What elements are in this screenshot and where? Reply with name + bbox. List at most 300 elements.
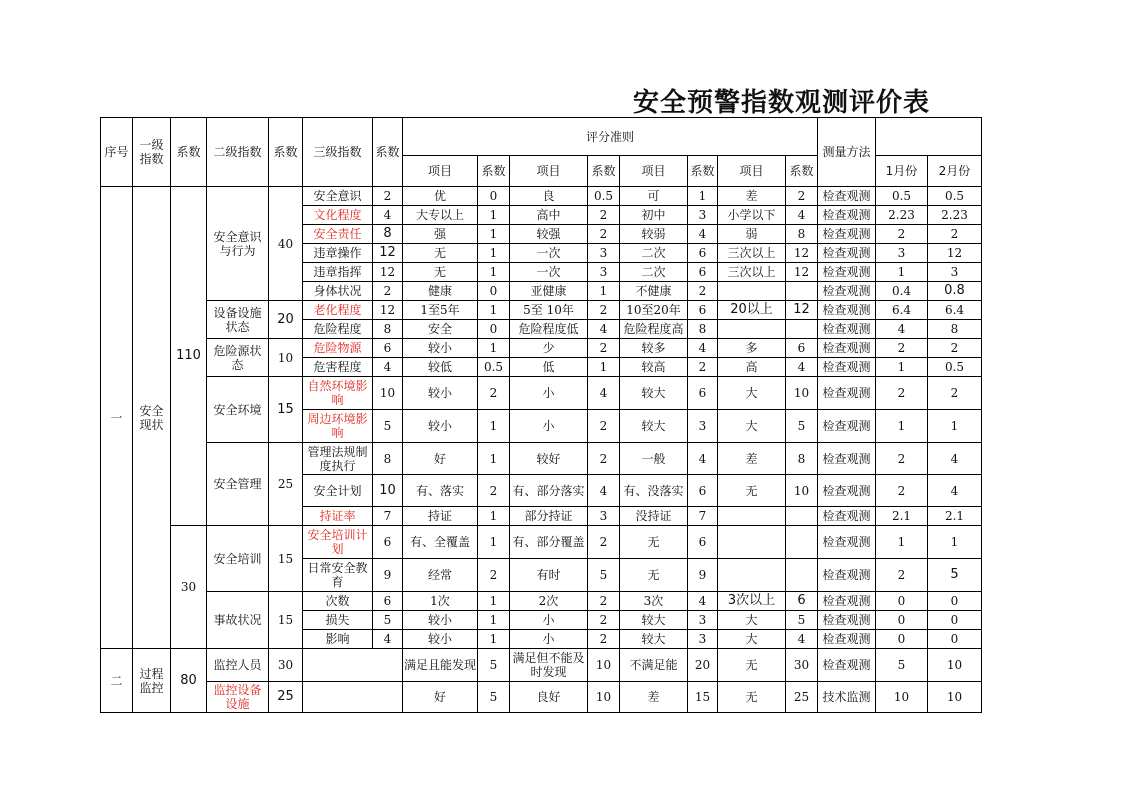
criteria-item: 较多 <box>620 339 688 358</box>
level2-coef: 40 <box>269 187 303 301</box>
level2-name: 安全意识与行为 <box>207 187 269 301</box>
criteria-coef: 10 <box>588 682 620 713</box>
criteria-item: 无 <box>620 526 688 559</box>
criteria-coef: 3 <box>688 206 718 225</box>
table-row <box>101 443 982 475</box>
month1-value: 3 <box>876 244 928 263</box>
criteria-item: 无 <box>718 475 786 507</box>
month1-value: 2.1 <box>876 507 928 526</box>
header-item: 项目 <box>620 156 688 187</box>
month1-value: 0 <box>876 592 928 611</box>
header-month1: 1月份 <box>876 156 928 187</box>
level3-coef: 10 <box>373 377 403 410</box>
criteria-item: 有、落实 <box>403 475 478 507</box>
month1-value: 4 <box>876 320 928 339</box>
evaluation-table <box>100 117 982 713</box>
month1-value: 0 <box>876 630 928 649</box>
criteria-coef: 2 <box>478 377 510 410</box>
criteria-item: 较小 <box>403 377 478 410</box>
criteria-coef: 30 <box>786 649 818 682</box>
level2-name: 事故状况 <box>207 592 269 649</box>
criteria-item: 较强 <box>510 225 588 244</box>
criteria-coef: 8 <box>688 320 718 339</box>
criteria-item: 较小 <box>403 410 478 443</box>
level3-name: 安全计划 <box>303 475 373 507</box>
level3-coef: 6 <box>373 339 403 358</box>
header-coef: 系数 <box>478 156 510 187</box>
level2-coef: 10 <box>269 339 303 377</box>
header-item: 项目 <box>403 156 478 187</box>
criteria-coef: 9 <box>688 559 718 592</box>
criteria-item: 较大 <box>620 611 688 630</box>
month2-value: 12 <box>928 244 982 263</box>
header-method: 测量方法 <box>818 118 876 187</box>
level3-coef: 12 <box>373 301 403 320</box>
month1-value: 2 <box>876 339 928 358</box>
month1-value: 1 <box>876 410 928 443</box>
header-coef3: 系数 <box>373 118 403 187</box>
measure-method: 检查观测 <box>818 410 876 443</box>
criteria-coef: 6 <box>688 244 718 263</box>
criteria-coef <box>786 526 818 559</box>
measure-method: 检查观测 <box>818 225 876 244</box>
criteria-item: 安全 <box>403 320 478 339</box>
criteria-item: 无 <box>403 263 478 282</box>
criteria-item: 20以上 <box>718 301 786 320</box>
level3-coef: 2 <box>373 282 403 301</box>
month2-value: 1 <box>928 526 982 559</box>
level3-coef: 5 <box>373 410 403 443</box>
month2-value: 10 <box>928 649 982 682</box>
criteria-coef: 4 <box>588 475 620 507</box>
level3-name: 危险物源 <box>303 339 373 358</box>
criteria-item: 无 <box>403 244 478 263</box>
group-seq: 二 <box>101 649 133 713</box>
criteria-coef: 1 <box>478 507 510 526</box>
criteria-item <box>718 320 786 339</box>
level3-name: 管理法规制度执行 <box>303 443 373 475</box>
criteria-coef: 1 <box>478 630 510 649</box>
level2-coef: 15 <box>269 526 303 592</box>
header-seq: 序号 <box>101 118 133 187</box>
measure-method: 检查观测 <box>818 630 876 649</box>
criteria-coef: 1 <box>478 244 510 263</box>
level2-coef: 15 <box>269 592 303 649</box>
level3-coef: 4 <box>373 630 403 649</box>
group-level1: 安全现状 <box>133 187 171 649</box>
criteria-item: 无 <box>718 682 786 713</box>
criteria-coef: 2 <box>588 592 620 611</box>
criteria-item: 不健康 <box>620 282 688 301</box>
criteria-item: 3次以上 <box>718 592 786 611</box>
table-row <box>101 301 982 320</box>
criteria-item: 较大 <box>620 630 688 649</box>
criteria-coef: 1 <box>478 592 510 611</box>
criteria-coef: 1 <box>478 526 510 559</box>
level3-name: 周边环境影响 <box>303 410 373 443</box>
month1-value: 2 <box>876 475 928 507</box>
level3-name: 安全责任 <box>303 225 373 244</box>
criteria-item <box>718 282 786 301</box>
criteria-item: 无 <box>620 559 688 592</box>
criteria-item: 较大 <box>620 410 688 443</box>
criteria-coef: 1 <box>588 358 620 377</box>
criteria-coef: 0.5 <box>478 358 510 377</box>
month1-value: 2 <box>876 225 928 244</box>
measure-method: 检查观测 <box>818 649 876 682</box>
measure-method: 检查观测 <box>818 507 876 526</box>
criteria-coef: 2 <box>786 187 818 206</box>
criteria-item: 有、部分覆盖 <box>510 526 588 559</box>
measure-method: 检查观测 <box>818 339 876 358</box>
level3-name: 次数 <box>303 592 373 611</box>
level3-coef: 8 <box>373 443 403 475</box>
measure-method: 检查观测 <box>818 475 876 507</box>
level2-coef: 25 <box>269 443 303 526</box>
header-coef1: 系数 <box>171 118 207 187</box>
level3-coef: 6 <box>373 526 403 559</box>
table-row <box>101 649 982 682</box>
level2-name: 安全管理 <box>207 443 269 526</box>
level3-name: 安全意识 <box>303 187 373 206</box>
measure-method: 检查观测 <box>818 244 876 263</box>
criteria-item: 有、部分落实 <box>510 475 588 507</box>
criteria-item: 强 <box>403 225 478 244</box>
measure-method: 检查观测 <box>818 263 876 282</box>
criteria-coef: 1 <box>478 301 510 320</box>
criteria-item: 可 <box>620 187 688 206</box>
level3-coef: 6 <box>373 592 403 611</box>
criteria-item: 满足但不能及时发现 <box>510 649 588 682</box>
criteria-coef: 4 <box>688 225 718 244</box>
level3-name: 损失 <box>303 611 373 630</box>
month1-value: 6.4 <box>876 301 928 320</box>
header-level3: 三级指数 <box>303 118 373 187</box>
criteria-item: 部分持证 <box>510 507 588 526</box>
month2-value: 3 <box>928 263 982 282</box>
criteria-item: 较好 <box>510 443 588 475</box>
level3-coef: 4 <box>373 206 403 225</box>
criteria-item: 高 <box>718 358 786 377</box>
criteria-item: 大 <box>718 611 786 630</box>
criteria-coef: 20 <box>688 649 718 682</box>
measure-method: 检查观测 <box>818 187 876 206</box>
criteria-coef: 3 <box>588 244 620 263</box>
month2-value: 5 <box>928 559 982 592</box>
criteria-coef: 0.5 <box>588 187 620 206</box>
level2-name: 监控人员 <box>207 649 269 682</box>
criteria-item: 差 <box>718 187 786 206</box>
month1-value: 2 <box>876 443 928 475</box>
criteria-item: 小 <box>510 630 588 649</box>
criteria-coef: 2 <box>588 526 620 559</box>
criteria-coef: 2 <box>588 611 620 630</box>
month1-value: 0.4 <box>876 282 928 301</box>
table-row <box>101 682 982 713</box>
criteria-coef: 8 <box>786 225 818 244</box>
month1-value: 1 <box>876 263 928 282</box>
criteria-coef: 3 <box>688 410 718 443</box>
month1-value: 0 <box>876 611 928 630</box>
header-coef2: 系数 <box>269 118 303 187</box>
criteria-item: 好 <box>403 682 478 713</box>
month2-value: 0 <box>928 611 982 630</box>
criteria-coef: 6 <box>786 339 818 358</box>
level3-coef: 9 <box>373 559 403 592</box>
criteria-coef: 0 <box>478 187 510 206</box>
month2-value: 4 <box>928 475 982 507</box>
criteria-coef: 6 <box>688 377 718 410</box>
criteria-coef <box>786 507 818 526</box>
month2-value: 2.1 <box>928 507 982 526</box>
criteria-coef: 4 <box>786 358 818 377</box>
measure-method: 检查观测 <box>818 206 876 225</box>
group-coef1: 80 <box>171 649 207 713</box>
criteria-item: 小学以下 <box>718 206 786 225</box>
group-coef1: 110 <box>171 187 207 526</box>
criteria-item: 没持证 <box>620 507 688 526</box>
level3-coef: 5 <box>373 611 403 630</box>
criteria-coef: 0 <box>478 282 510 301</box>
level2-name: 设备设施状态 <box>207 301 269 339</box>
table-row <box>101 592 982 611</box>
measure-method: 检查观测 <box>818 320 876 339</box>
header-coef: 系数 <box>588 156 620 187</box>
month1-value: 1 <box>876 526 928 559</box>
criteria-item: 亚健康 <box>510 282 588 301</box>
level3-coef: 8 <box>373 320 403 339</box>
month2-value: 0 <box>928 592 982 611</box>
criteria-coef: 5 <box>588 559 620 592</box>
measure-method: 检查观测 <box>818 592 876 611</box>
criteria-item: 较高 <box>620 358 688 377</box>
criteria-coef: 12 <box>786 244 818 263</box>
criteria-item: 低 <box>510 358 588 377</box>
header-coef: 系数 <box>688 156 718 187</box>
criteria-item: 良 <box>510 187 588 206</box>
criteria-coef: 6 <box>688 263 718 282</box>
criteria-item: 危险程度高 <box>620 320 688 339</box>
level2-coef: 20 <box>269 301 303 339</box>
level3-coef: 7 <box>373 507 403 526</box>
month1-value: 2 <box>876 559 928 592</box>
criteria-coef <box>786 282 818 301</box>
criteria-coef: 1 <box>478 611 510 630</box>
level3-coef: 4 <box>373 358 403 377</box>
criteria-coef: 10 <box>588 649 620 682</box>
criteria-item: 有时 <box>510 559 588 592</box>
measure-method: 检查观测 <box>818 559 876 592</box>
criteria-item: 10至20年 <box>620 301 688 320</box>
criteria-item: 较小 <box>403 611 478 630</box>
month2-value: 2.23 <box>928 206 982 225</box>
criteria-coef: 5 <box>478 649 510 682</box>
level3-name: 危害程度 <box>303 358 373 377</box>
level2-name: 危险源状态 <box>207 339 269 377</box>
criteria-item: 1至5年 <box>403 301 478 320</box>
level3-blank <box>303 649 403 682</box>
header-month-blank <box>876 118 982 156</box>
measure-method: 检查观测 <box>818 611 876 630</box>
header-coef: 系数 <box>786 156 818 187</box>
criteria-coef: 1 <box>478 339 510 358</box>
criteria-coef: 6 <box>688 526 718 559</box>
level3-coef: 10 <box>373 475 403 507</box>
table-row <box>101 377 982 410</box>
criteria-item: 有、没落实 <box>620 475 688 507</box>
criteria-coef: 12 <box>786 301 818 320</box>
measure-method: 技术监测 <box>818 682 876 713</box>
criteria-item: 少 <box>510 339 588 358</box>
header-level1: 一级指数 <box>133 118 171 187</box>
criteria-coef: 2 <box>588 630 620 649</box>
criteria-coef: 2 <box>588 301 620 320</box>
criteria-coef: 0 <box>478 320 510 339</box>
criteria-coef: 4 <box>786 206 818 225</box>
measure-method: 检查观测 <box>818 282 876 301</box>
criteria-coef: 15 <box>688 682 718 713</box>
criteria-item: 小 <box>510 410 588 443</box>
criteria-coef: 10 <box>786 475 818 507</box>
criteria-coef: 25 <box>786 682 818 713</box>
month1-value: 0.5 <box>876 187 928 206</box>
criteria-coef: 1 <box>588 282 620 301</box>
criteria-item <box>718 526 786 559</box>
level2-name: 安全环境 <box>207 377 269 443</box>
criteria-item: 一次 <box>510 263 588 282</box>
level3-name: 安全培训计划 <box>303 526 373 559</box>
month2-value: 6.4 <box>928 301 982 320</box>
header-level2: 二级指数 <box>207 118 269 187</box>
measure-method: 检查观测 <box>818 526 876 559</box>
criteria-item: 1次 <box>403 592 478 611</box>
criteria-item: 健康 <box>403 282 478 301</box>
criteria-item: 经常 <box>403 559 478 592</box>
month2-value: 0.5 <box>928 358 982 377</box>
criteria-item: 2次 <box>510 592 588 611</box>
criteria-coef: 3 <box>688 630 718 649</box>
criteria-coef: 4 <box>688 592 718 611</box>
header-month2: 2月份 <box>928 156 982 187</box>
level3-coef: 2 <box>373 187 403 206</box>
criteria-coef: 4 <box>588 377 620 410</box>
criteria-item: 3次 <box>620 592 688 611</box>
level3-name: 违章操作 <box>303 244 373 263</box>
criteria-coef: 7 <box>688 507 718 526</box>
criteria-item: 三次以上 <box>718 263 786 282</box>
criteria-item: 大 <box>718 630 786 649</box>
month2-value: 10 <box>928 682 982 713</box>
criteria-coef: 2 <box>688 358 718 377</box>
month2-value: 2 <box>928 377 982 410</box>
criteria-coef: 6 <box>688 475 718 507</box>
criteria-item: 满足且能发现 <box>403 649 478 682</box>
criteria-item: 持证 <box>403 507 478 526</box>
level3-name: 身体状况 <box>303 282 373 301</box>
month1-value: 5 <box>876 649 928 682</box>
criteria-item: 差 <box>620 682 688 713</box>
level3-coef: 12 <box>373 263 403 282</box>
level3-blank <box>303 682 403 713</box>
measure-method: 检查观测 <box>818 443 876 475</box>
criteria-item: 二次 <box>620 244 688 263</box>
criteria-coef: 1 <box>478 206 510 225</box>
criteria-coef: 1 <box>688 187 718 206</box>
criteria-item: 一次 <box>510 244 588 263</box>
header-criteria: 评分准则 <box>403 118 818 156</box>
group-coef1: 30 <box>171 526 207 649</box>
level2-name: 监控设备设施 <box>207 682 269 713</box>
criteria-item <box>718 559 786 592</box>
criteria-coef <box>786 320 818 339</box>
criteria-coef: 3 <box>688 611 718 630</box>
criteria-item: 良好 <box>510 682 588 713</box>
criteria-coef: 2 <box>478 475 510 507</box>
criteria-coef: 4 <box>588 320 620 339</box>
criteria-item: 较小 <box>403 339 478 358</box>
month2-value: 8 <box>928 320 982 339</box>
group-level1: 过程监控 <box>133 649 171 713</box>
month1-value: 1 <box>876 358 928 377</box>
criteria-item: 大 <box>718 377 786 410</box>
criteria-item: 初中 <box>620 206 688 225</box>
criteria-item: 三次以上 <box>718 244 786 263</box>
group-seq: 一 <box>101 187 133 649</box>
criteria-coef: 6 <box>688 301 718 320</box>
level2-coef: 30 <box>269 649 303 682</box>
criteria-coef: 4 <box>688 443 718 475</box>
criteria-coef: 5 <box>478 682 510 713</box>
criteria-coef: 8 <box>786 443 818 475</box>
level3-name: 日常安全教育 <box>303 559 373 592</box>
criteria-coef: 3 <box>588 507 620 526</box>
criteria-item: 好 <box>403 443 478 475</box>
month2-value: 4 <box>928 443 982 475</box>
measure-method: 检查观测 <box>818 301 876 320</box>
criteria-coef: 5 <box>786 410 818 443</box>
month2-value: 2 <box>928 225 982 244</box>
level3-name: 老化程度 <box>303 301 373 320</box>
criteria-item: 小 <box>510 611 588 630</box>
table-row <box>101 526 982 559</box>
criteria-item: 弱 <box>718 225 786 244</box>
month2-value: 2 <box>928 339 982 358</box>
level2-coef: 25 <box>269 682 303 713</box>
measure-method: 检查观测 <box>818 377 876 410</box>
criteria-item: 5至 10年 <box>510 301 588 320</box>
criteria-coef: 2 <box>688 282 718 301</box>
month2-value: 1 <box>928 410 982 443</box>
criteria-item: 较小 <box>403 630 478 649</box>
level3-coef: 8 <box>373 225 403 244</box>
level3-coef: 12 <box>373 244 403 263</box>
level3-name: 违章指挥 <box>303 263 373 282</box>
month1-value: 2 <box>876 377 928 410</box>
criteria-coef: 3 <box>588 263 620 282</box>
criteria-item: 差 <box>718 443 786 475</box>
criteria-coef: 1 <box>478 410 510 443</box>
criteria-item: 一般 <box>620 443 688 475</box>
criteria-item: 高中 <box>510 206 588 225</box>
level2-coef: 15 <box>269 377 303 443</box>
page-title: 安全预警指数观测评价表 <box>633 88 931 118</box>
month1-value: 2.23 <box>876 206 928 225</box>
criteria-item: 二次 <box>620 263 688 282</box>
level3-name: 持证率 <box>303 507 373 526</box>
criteria-coef: 4 <box>786 630 818 649</box>
month1-value: 10 <box>876 682 928 713</box>
level3-name: 自然环境影响 <box>303 377 373 410</box>
